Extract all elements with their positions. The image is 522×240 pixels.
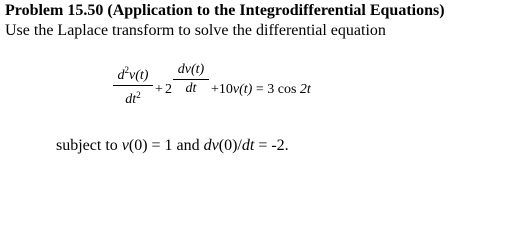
coefficient: 2	[165, 82, 172, 97]
fraction-denominator: $dt^2$	[125, 90, 141, 107]
first-derivative-fraction	[173, 62, 209, 97]
second-derivative-fraction	[113, 62, 153, 108]
equation-remainder: +10v(t) = 3 cos 2t	[211, 82, 311, 97]
plus-sign: +	[155, 82, 163, 97]
initial-conditions: subject to v(0) = 1 and dv(0)/dt = -2.	[56, 137, 289, 154]
fraction-numerator: $d^2v(t)$	[117, 65, 149, 83]
problem-intro: Use the Laplace transform to solve the differential equation	[5, 22, 386, 39]
fraction-numerator: dv(t)	[177, 62, 205, 77]
problem-title: Problem 15.50 (Application to the Integrodifferential Equations)	[5, 2, 445, 19]
fraction-bar	[113, 85, 153, 86]
fraction-denominator: dt	[185, 81, 197, 96]
fraction-bar	[173, 79, 209, 80]
